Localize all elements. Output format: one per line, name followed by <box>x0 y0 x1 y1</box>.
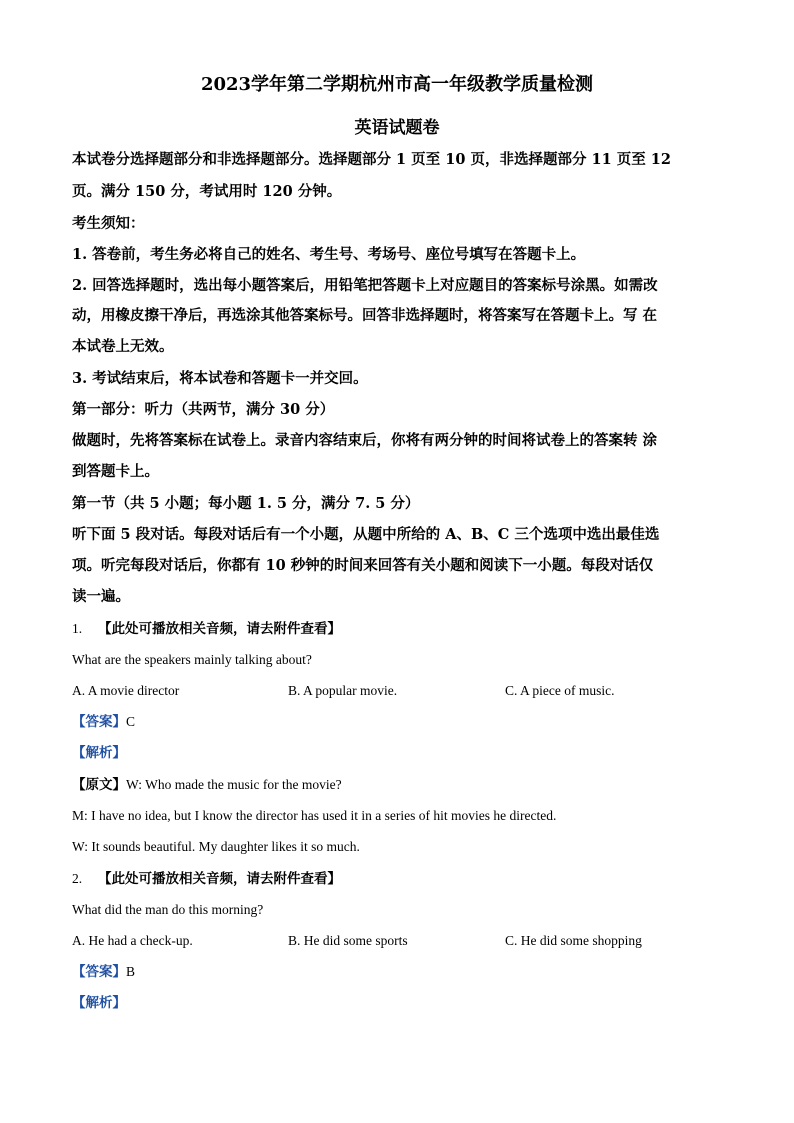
notice-heading: 考生须知： <box>72 215 145 232</box>
part1-instruction-line-2: 到答题卡上。 <box>72 463 159 480</box>
question-1-transcript-line-1 <box>72 776 722 794</box>
analysis-tag: 【解析】 <box>72 995 126 1011</box>
question-1-option-b: B. A popular movie. <box>288 683 398 698</box>
question-2-option-c: C. He did some shopping <box>505 933 642 948</box>
section1-instruction-line-3: 读一遍。 <box>72 588 130 605</box>
question-1-transcript-line-2: M: I have no idea, but I know the director has used it in a series of hit movies he directed. <box>72 808 557 823</box>
question-number: 2. <box>72 871 83 886</box>
question-2-option-a: A. He had a check-up. <box>72 933 193 948</box>
question-2-analysis <box>72 994 722 1012</box>
exam-subtitle: 英语试题卷 <box>354 118 440 138</box>
question-1-transcript-line-3: W: It sounds beautiful. My daughter likes it so much. <box>72 839 360 854</box>
answer-tag: 【答案】 <box>72 714 126 730</box>
answer-value: C <box>126 714 136 729</box>
notice-item-2-line-2: 动，用橡皮擦干净后，再选涂其他答案标号。回答非选择题时，将答案写在答题卡上。写 在 <box>72 307 658 324</box>
notice-item-2-line-3: 本试卷上无效。 <box>72 338 174 355</box>
answer-tag: 【答案】 <box>72 964 126 980</box>
notice-item-2-line-1: 2. 回答选择题时，选出每小题答案后，用铅笔把答题卡上对应题目的答案标号涂黑。如需改 <box>72 277 658 294</box>
section1-instruction-line-1: 听下面 5 段对话。每段对话后有一个小题，从题中所给的 A、B、C 三个选项中选出最佳选 <box>72 526 660 543</box>
audio-note: 【此处可播放相关音频，请去附件查看】 <box>98 871 341 887</box>
question-1-header <box>72 620 722 638</box>
notice-item-3: 3. 考试结束后，将本试卷和答题卡一并交回。 <box>72 370 368 387</box>
question-1-option-a: A. A movie director <box>72 683 180 698</box>
question-1-option-c: C. A piece of music. <box>505 683 615 698</box>
transcript-text: W: Who made the music for the movie? <box>126 777 342 792</box>
analysis-tag: 【解析】 <box>72 745 126 761</box>
question-1-answer <box>72 713 722 731</box>
source-tag: 【原文】 <box>72 777 126 793</box>
notice-item-1: 1. 答卷前，考生务必将自己的姓名、考生号、考场号、座位号填写在答题卡上。 <box>72 246 586 263</box>
intro-line-1: 本试卷分选择题部分和非选择题部分。选择题部分 1 页至 10 页，非选择题部分 11 页至 12 <box>72 151 671 168</box>
part1-instruction-line-1: 做题时，先将答案标在试卷上。录音内容结束后，你将有两分钟的时间将试卷上的答案转 涂 <box>72 432 658 449</box>
question-1-analysis <box>72 744 722 762</box>
intro-line-2: 页。满分 150 分，考试用时 120 分钟。 <box>72 183 342 200</box>
question-2-option-b: B. He did some sports <box>288 933 408 948</box>
question-number: 1. <box>72 621 83 636</box>
question-1-stem: What are the speakers mainly talking about? <box>72 652 312 667</box>
question-2-stem: What did the man do this morning? <box>72 902 264 917</box>
part1-heading: 第一部分：听力（共两节，满分 30 分） <box>72 401 335 418</box>
exam-title: 2023学年第二学期杭州市高一年级教学质量检测 <box>200 74 594 95</box>
question-2-header <box>72 870 722 888</box>
answer-value: B <box>126 964 136 979</box>
section1-heading: 第一节（共 5 小题；每小题 1. 5 分，满分 7. 5 分） <box>72 495 420 512</box>
section1-instruction-line-2: 项。听完每段对话后，你都有 10 秒钟的时间来回答有关小题和阅读下一小题。每段对话仅 <box>72 557 654 574</box>
audio-note: 【此处可播放相关音频，请去附件查看】 <box>98 621 341 637</box>
question-2-answer <box>72 963 722 981</box>
